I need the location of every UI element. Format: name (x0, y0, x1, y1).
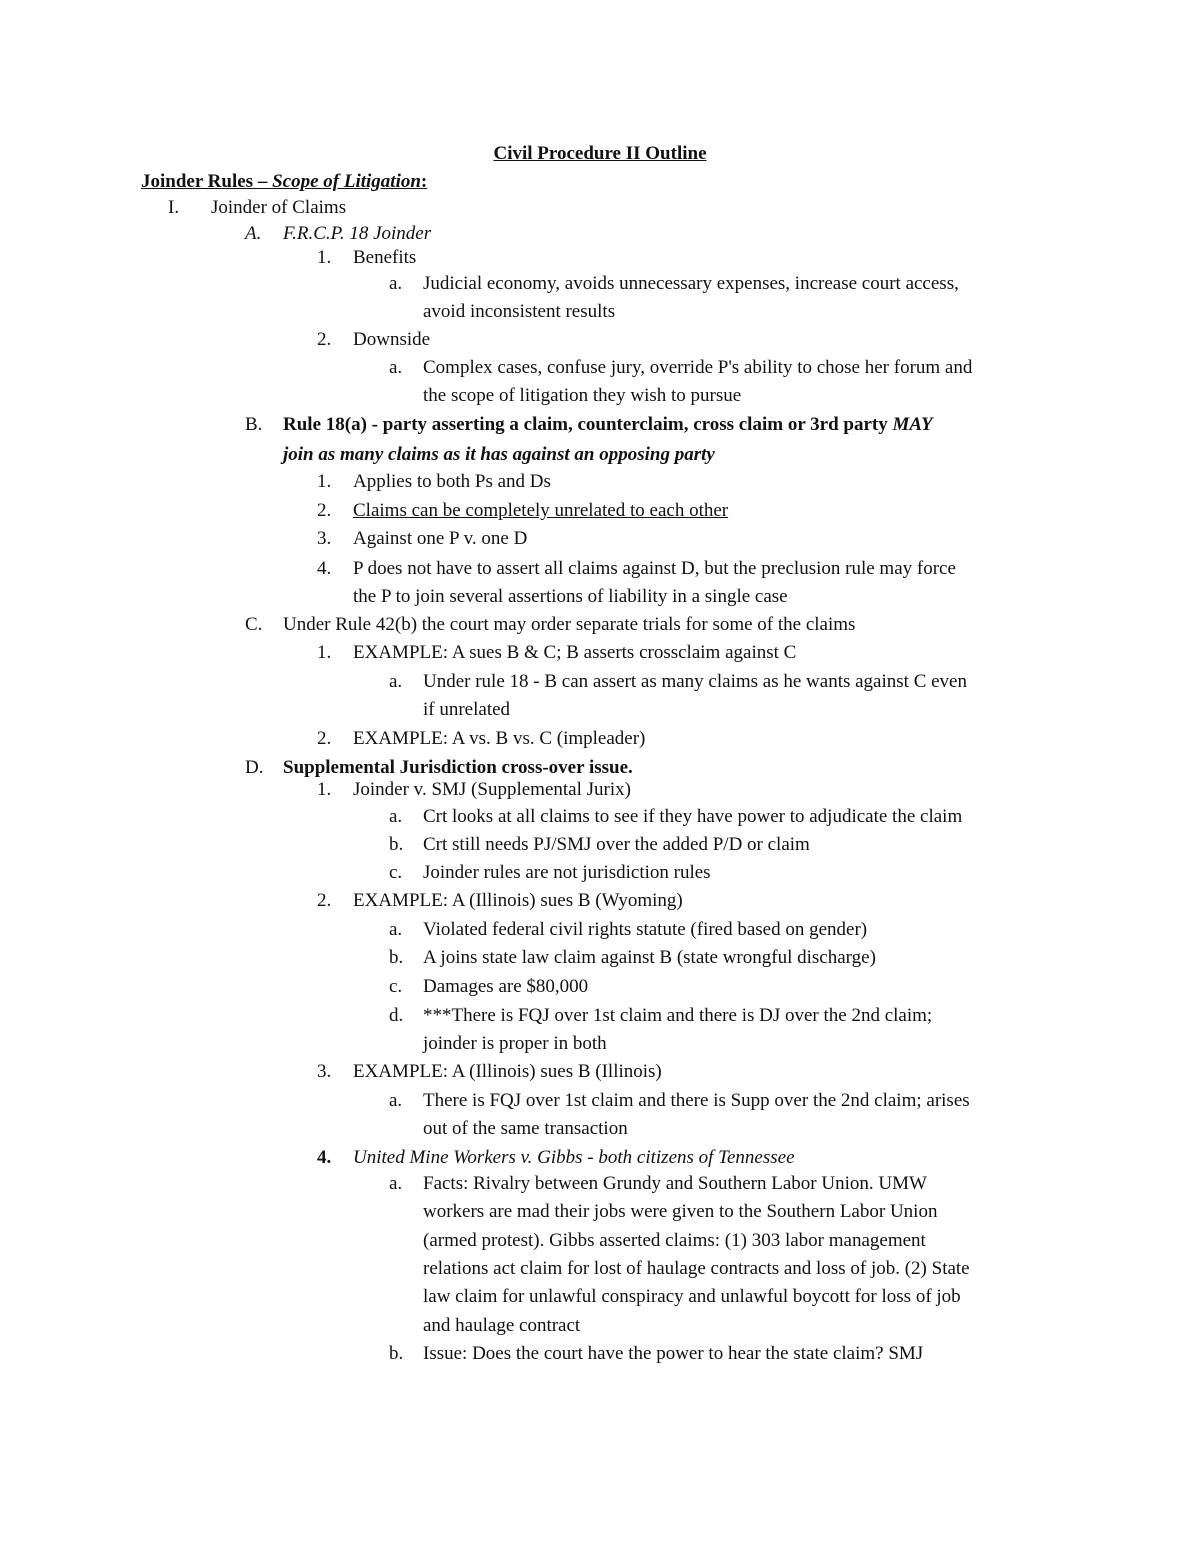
outline-text: EXAMPLE: A (Illinois) sues B (Illinois) (353, 1061, 662, 1082)
outline-text: Benefits (353, 247, 417, 268)
outline-text-line: relations act claim for lost of haulage contracts and loss of job. (2) State (423, 1258, 970, 1279)
outline-marker: b. (389, 1343, 404, 1364)
outline-marker: 1. (317, 247, 332, 268)
outline-marker: 2. (317, 728, 332, 749)
outline-text: Under Rule 42(b) the court may order separate trials for some of the claims (283, 614, 856, 635)
outline-marker: a. (389, 357, 403, 378)
outline-text: Supplemental Jurisdiction cross-over issue. (283, 757, 633, 778)
outline-marker: 4. (317, 558, 332, 579)
outline-marker: A. (245, 223, 262, 244)
section-heading (141, 171, 427, 193)
outline-text-line: Under rule 18 - B can assert as many claims as he wants against C even (423, 671, 967, 692)
outline-marker: c. (389, 976, 403, 997)
document-title: Civil Procedure II Outline (493, 143, 707, 164)
outline-text: Crt still needs PJ/SMJ over the added P/D or claim (423, 834, 810, 855)
outline-marker: 1. (317, 471, 332, 492)
outline-text-line: Judicial economy, avoids unnecessary expenses, increase court access, (423, 273, 959, 294)
outline-marker: a. (389, 1090, 403, 1111)
outline-text: Against one P v. one D (353, 528, 528, 549)
outline-text: EXAMPLE: A (Illinois) sues B (Wyoming) (353, 890, 683, 911)
outline-text: United Mine Workers v. Gibbs - both citizens of Tennessee (353, 1147, 795, 1168)
outline-text: EXAMPLE: A vs. B vs. C (impleader) (353, 728, 646, 749)
outline-text-line: and haulage contract (423, 1315, 581, 1336)
outline-marker: 4. (317, 1147, 332, 1168)
outline-marker: a. (389, 671, 403, 692)
outline-text: Damages are $80,000 (423, 976, 589, 997)
section-heading-main: Joinder Rules – (141, 171, 273, 192)
outline-text: Issue: Does the court have the power to hear the state claim? SMJ (423, 1343, 924, 1364)
outline-marker: 2. (317, 890, 332, 911)
outline-text-line: if unrelated (423, 699, 511, 720)
outline-text: Joinder of Claims (211, 197, 347, 218)
outline-marker: I. (168, 197, 180, 218)
outline-marker: 3. (317, 1061, 332, 1082)
outline-text-line: ***There is FQJ over 1st claim and there is DJ over the 2nd claim; (423, 1005, 933, 1026)
rule-18a-text: Rule 18(a) - party asserting a claim, counterclaim, cross claim or 3rd party (283, 414, 893, 435)
outline-text-line: avoid inconsistent results (423, 301, 616, 322)
outline-text-line: join as many claims as it has against an opposing party (283, 444, 715, 465)
outline-marker: c. (389, 862, 403, 883)
section-heading-colon: : (420, 171, 428, 192)
outline-marker: 2. (317, 329, 332, 350)
outline-text: Applies to both Ps and Ds (353, 471, 551, 492)
outline-marker: a. (389, 919, 403, 940)
outline-marker: 2. (317, 500, 332, 521)
outline-text-line: the P to join several assertions of liability in a single case (353, 586, 788, 607)
outline-marker: B. (245, 414, 263, 435)
outline-text: EXAMPLE: A sues B & C; B asserts crossclaim against C (353, 642, 797, 663)
outline-marker: D. (245, 757, 264, 778)
outline-marker: d. (389, 1005, 404, 1026)
outline-text: Claims can be completely unrelated to each other (353, 500, 729, 521)
outline-marker: 3. (317, 528, 332, 549)
outline-text-line: out of the same transaction (423, 1118, 628, 1139)
outline-text-line: P does not have to assert all claims against D, but the preclusion rule may force (353, 558, 956, 579)
outline-text-line: joinder is proper in both (423, 1033, 607, 1054)
outline-text-line: workers are mad their jobs were given to the Southern Labor Union (423, 1201, 938, 1222)
outline-text: Joinder v. SMJ (Supplemental Jurix) (353, 779, 631, 800)
outline-text-line: Complex cases, confuse jury, override P's ability to chose her forum and (423, 357, 973, 378)
outline-text: Crt looks at all claims to see if they have power to adjudicate the claim (423, 806, 963, 827)
outline-marker: b. (389, 834, 404, 855)
outline-marker: 1. (317, 642, 332, 663)
outline-text-line: the scope of litigation they wish to pursue (423, 385, 742, 406)
outline-text: Joinder rules are not jurisdiction rules (423, 862, 711, 883)
outline-marker: a. (389, 806, 403, 827)
outline-text: A joins state law claim against B (state wrongful discharge) (423, 947, 876, 968)
outline-marker: a. (389, 273, 403, 294)
outline-text-line: (armed protest). Gibbs asserted claims: (1) 303 labor management (423, 1230, 926, 1251)
outline-text-line: law claim for unlawful conspiracy and unlawful boycott for loss of job (423, 1286, 961, 1307)
outline-text: Downside (353, 329, 431, 350)
outline-text-line (283, 411, 933, 439)
section-heading-italic: Scope of Litigation (272, 171, 421, 192)
outline-marker: C. (245, 614, 263, 635)
outline-text-line: There is FQJ over 1st claim and there is Supp over the 2nd claim; arises (423, 1090, 970, 1111)
rule-18a-may: MAY (892, 414, 933, 435)
outline-text: F.R.C.P. 18 Joinder (283, 223, 432, 244)
outline-marker: 1. (317, 779, 332, 800)
outline-marker: b. (389, 947, 404, 968)
outline-text-line: Facts: Rivalry between Grundy and Southern Labor Union. UMW (423, 1173, 927, 1194)
outline-text: Violated federal civil rights statute (fired based on gender) (423, 919, 868, 940)
outline-marker: a. (389, 1173, 403, 1194)
